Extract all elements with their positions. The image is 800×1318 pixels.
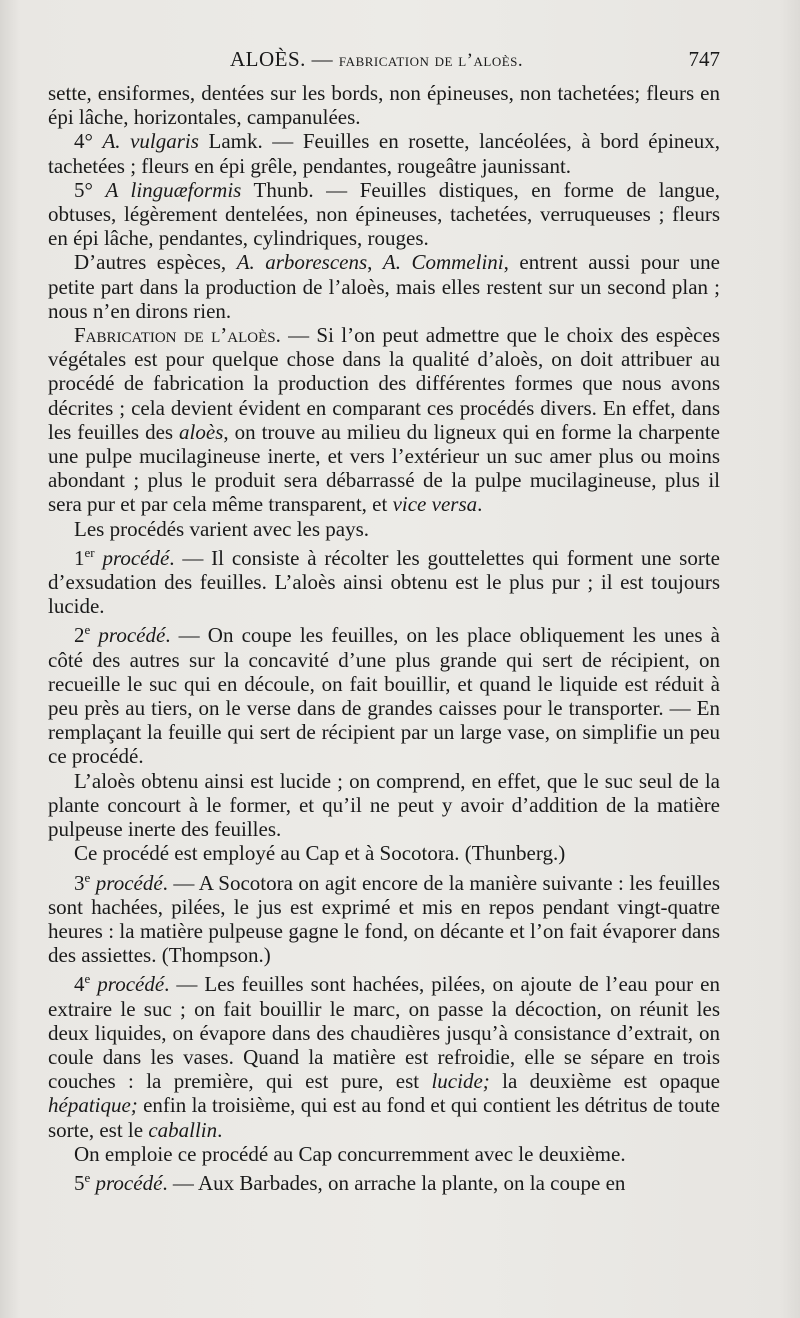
italic-text: procédé <box>97 972 165 997</box>
text-run: . <box>477 492 483 517</box>
text-run: enfin la troisième, qui est au fond et qui contient les détritus de toute sorte, est le <box>48 1093 720 1142</box>
paragraph <box>48 1166 720 1195</box>
italic-text: procédé <box>95 870 163 895</box>
text-run: 5 <box>74 1170 85 1195</box>
paragraph <box>48 1142 720 1166</box>
paragraph <box>48 967 720 1141</box>
italic-text: A. Commelini <box>382 250 504 275</box>
text-run: 5° <box>74 177 106 202</box>
ordinal-superscript: e <box>84 971 91 987</box>
italic-text: procédé <box>102 545 170 570</box>
running-title <box>230 44 523 76</box>
header-dash: — <box>311 47 334 71</box>
text-run: 3 <box>74 870 85 895</box>
text-run: Les procédés varient avec les pays. <box>74 516 370 541</box>
header-subtitle: fabrication de l’aloès. <box>338 50 524 71</box>
text-run: 2 <box>74 623 85 648</box>
text-run: D’autres espèces, <box>74 250 237 275</box>
text-run: Lamk. — Feuilles en rosette, lancéolées, à bord épineux, tachetées ; fleurs en épi grêle, pendantes, rougeâtre jaunissant. <box>48 129 721 178</box>
italic-text: A. vulgaris <box>102 129 199 154</box>
text-run: 4 <box>74 972 85 997</box>
ordinal-superscript: e <box>84 869 91 885</box>
ordinal-superscript: e <box>84 622 91 638</box>
italic-text: A linguæformis <box>105 177 242 202</box>
italic-text: hépatique; <box>48 1093 138 1118</box>
italic-text: A. arborescens <box>236 250 368 275</box>
paragraph <box>48 769 720 842</box>
paragraph <box>48 541 720 619</box>
text-run: , on trouve au milieu du ligneux qui en forme la charpente une pulpe mucilagineuse inerte, et vers l’extérieur un suc amer plus ou moins abondant ; plus le produit sera débarrassé de la pulpe mucilagineuse, plus il sera pur et par cela même transparent, et <box>48 419 720 517</box>
text-run: , entrent aussi pour une petite part dans la production de l’aloès, mais elles restent sur un second plan ; nous n’en dirons rien. <box>48 250 721 323</box>
text-run: On emploie ce procédé au Cap concurremment avec le deuxième. <box>74 1141 626 1166</box>
ordinal-superscript: er <box>84 544 95 560</box>
text-run: . — Aux Barbades, on arrache la plante, on la coupe en <box>162 1170 626 1195</box>
italic-text: lucide; <box>431 1069 490 1094</box>
paragraph <box>48 517 720 541</box>
paragraph <box>48 178 720 251</box>
paragraph <box>48 841 720 865</box>
page-number: 747 <box>688 47 720 71</box>
paragraph <box>48 866 720 968</box>
body-text <box>48 81 720 1195</box>
ordinal-superscript: e <box>84 1169 91 1185</box>
italic-text: aloès <box>179 419 224 444</box>
text-run: la deuxième est opaque <box>489 1069 720 1094</box>
italic-text: vice versa <box>392 492 478 517</box>
running-header <box>48 44 720 74</box>
paragraph <box>48 129 720 177</box>
paragraph <box>48 323 720 517</box>
text-run: 1 <box>74 545 85 570</box>
text-run: sette, ensiformes, dentées sur les bords, non épineuses, non tachetées; fleurs en épi lâche, horizontales, campanulées. <box>48 81 720 130</box>
text-run: — Si l’on peut admettre que le choix des espèces végétales est pour quelque chose dans la qualité d’aloès, on doit attribuer au procédé de fabrication la production des différentes formes que nous avons décrites ; cela devient évident en comparant ces procédés divers. En effet, dans les feuilles des <box>48 323 720 444</box>
text-run: , <box>367 250 383 275</box>
text-run: . — On coupe les feuilles, on les place obliquement les unes à côté des autres sur la concavité d’une plus grande qui sert de récipient, on recueille le suc qui en découle, on fait bouillir, et quand le liquide est réduit à peu près au tiers, on le verse dans de grandes caisses pour le transporter. — En remplaçant la feuille qui sert de récipient par un large vase, on simplifie un peu ce procédé. <box>48 623 721 769</box>
text-run: 4° <box>74 129 103 154</box>
text-run: Ce procédé est employé au Cap et à Socotora. (Thunberg.) <box>74 841 566 866</box>
section-heading: Fabrication de l’aloès. <box>74 323 281 348</box>
text-run: . — A Socotora on agit encore de la manière suivante : les feuilles sont hachées, pilées, le jus est exprimé et mis en repos pendant vingt-quatre heures : la matière pulpeuse gagne le fond, on décante et l’on fait évaporer dans des assiettes. (Thompson.) <box>48 870 721 968</box>
italic-text: procédé <box>95 1170 163 1195</box>
text-run: . <box>217 1117 223 1142</box>
paragraph <box>48 81 720 129</box>
header-title: ALOÈS. <box>230 47 306 71</box>
italic-text: caballin <box>148 1117 218 1142</box>
text-run: Thunb. — Feuilles distiques, en forme de langue, obtuses, légèrement dentelées, non épineuses, tachetées, verruqueuses ; fleurs en épi lâche, pendantes, cylindriques, rouges. <box>48 177 720 251</box>
italic-text: procédé <box>98 623 166 648</box>
text-run: . — Il consiste à récolter les gouttelettes qui forment une sorte d’exsudation des feuilles. L’aloès ainsi obtenu est le plus pur ; il est toujours lucide. <box>48 545 721 619</box>
text-run: . — Les feuilles sont hachées, pilées, on ajoute de l’eau pour en extraire le suc ; on fait bouillir le marc, on passe la décoction, on réunit les deux liquides, on évapore dans des chaudières jusqu’à consistance d’extrait, on coule dans les vases. Quand la matière est refroidie, elle se sépare en trois couches : la première, qui est pure, est <box>48 972 720 1094</box>
text-run: L’aloès obtenu ainsi est lucide ; on comprend, en effet, que le suc seul de la plante concourt à le former, et qu’il ne peut y avoir d’addition de la matière pulpeuse inerte des feuilles. <box>48 768 720 842</box>
paragraph <box>48 618 720 768</box>
paragraph <box>48 250 720 323</box>
